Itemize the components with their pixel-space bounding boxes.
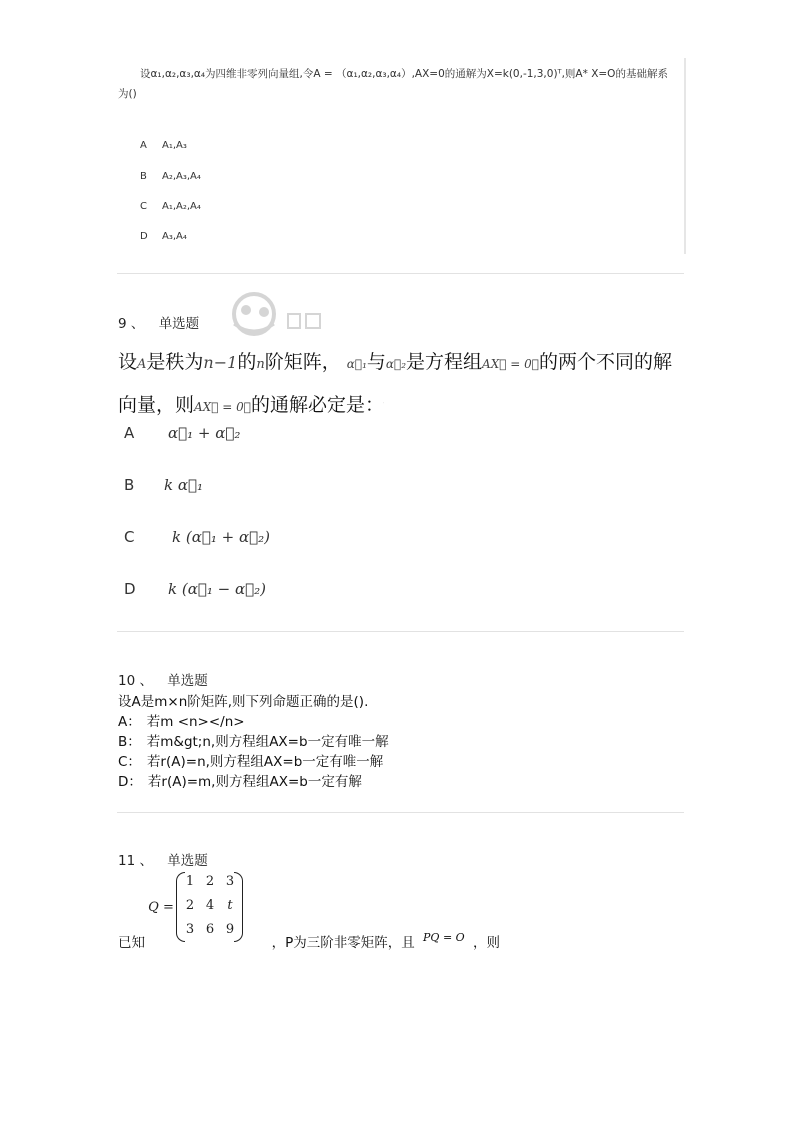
option-label: B： [118, 734, 141, 750]
option-label: C [124, 528, 135, 546]
option-text: 若m <n></n> [146, 714, 245, 730]
option-text: A₃,A₄ [162, 231, 187, 242]
option-label: C： [118, 754, 141, 770]
option-text: k (α⃗₁ + α⃗₂) [172, 528, 270, 546]
q10-option-a[interactable] [118, 712, 678, 732]
matrix-name: Q = [148, 900, 174, 915]
question-11-stem [118, 933, 500, 954]
math-expr: n−1 [203, 353, 238, 372]
option-label: D： [118, 774, 142, 790]
question-10-header [118, 669, 208, 689]
math-var: A [137, 357, 147, 372]
matrix-cell: 1 [185, 874, 195, 889]
stem-text: ，P为三阶非零矩阵，且 [271, 935, 415, 951]
matrix-cell: t [227, 898, 233, 913]
stem-text: 的 [237, 351, 257, 373]
question-number: 10 、 [118, 673, 153, 689]
q9-option-d[interactable] [124, 580, 344, 606]
question-11-header [118, 849, 208, 869]
option-label: D [140, 231, 148, 242]
question-9-stem [118, 342, 678, 427]
q8-option-d[interactable] [140, 231, 340, 245]
q10-option-d[interactable] [118, 772, 678, 792]
question-10-stem: 设A是m×n阶矩阵,则下列命题正确的是(). [118, 694, 369, 710]
option-label: D [124, 580, 136, 598]
stem-text: 的通解必定是： [250, 394, 384, 416]
option-text: k α⃗₁ [164, 476, 204, 494]
q9-option-c[interactable] [124, 528, 344, 554]
question-number: 9 、 [118, 316, 145, 332]
stem-text: 阶矩阵， [264, 351, 341, 373]
stem-text: ，则 [472, 935, 500, 951]
option-text: A₂,A₃,A₄ [162, 171, 201, 182]
q8-option-b[interactable] [140, 171, 340, 185]
question-9-header [118, 312, 199, 332]
q10-option-b[interactable] [118, 732, 678, 752]
matrix-cell: 3 [185, 922, 195, 937]
divider [117, 631, 684, 632]
vector-alpha2: α⃗₂ [385, 357, 407, 371]
option-text: A₁,A₃ [162, 140, 187, 151]
q9-option-b[interactable] [124, 476, 324, 502]
matrix-q [146, 872, 246, 942]
stem-text: 设 [118, 351, 138, 373]
question-number: 11 、 [118, 853, 153, 869]
q9-option-a[interactable] [124, 424, 324, 450]
stem-text: 的两个不同的解向量，则 [118, 351, 672, 416]
option-text: 若r(A)=m,则方程组AX=b一定有解 [147, 774, 362, 790]
matrix-cell: 9 [225, 922, 235, 937]
stem-text: 是方程组 [406, 351, 483, 373]
question-type: 单选题 [167, 853, 208, 869]
option-label: A： [118, 714, 141, 730]
matrix-cell: 2 [205, 874, 215, 889]
divider [117, 273, 684, 274]
matrix-cell: 2 [185, 898, 195, 913]
option-label: B [124, 476, 135, 494]
math-equation: AX⃗ = 0⃗ [194, 400, 251, 414]
option-text: k (α⃗₁ − α⃗₂) [168, 580, 266, 598]
math-equation: AX⃗ = 0⃗ [482, 357, 539, 371]
q8-option-a[interactable] [140, 140, 340, 154]
option-text: 若m&gt;n,则方程组AX=b一定有唯一解 [146, 734, 389, 750]
stem-text: 与 [366, 351, 386, 373]
question-8-stem: 设α₁,α₂,α₃,α₄为四维非零列向量组,令A = （α₁,α₂,α₃,α₄）,AX=0的通解为X=k(0,-1,3,0)ᵀ,则A* X=O的基础解系为() [118, 68, 668, 100]
option-label: C [140, 201, 147, 212]
question-type: 单选题 [167, 673, 208, 689]
matrix-cell: 3 [225, 874, 235, 889]
q10-option-c[interactable] [118, 752, 678, 772]
option-label: A [124, 424, 135, 442]
stem-text: 是秩为 [146, 351, 204, 373]
math-var: n [256, 357, 265, 372]
option-label: B [140, 171, 147, 182]
option-text: A₁,A₂,A₄ [162, 201, 201, 212]
vector-alpha1: α⃗₁ [346, 357, 367, 371]
q8-option-c[interactable] [140, 201, 340, 215]
matrix-cell: 6 [205, 922, 215, 937]
option-text: α⃗₁ + α⃗₂ [168, 424, 241, 442]
option-label: A [140, 140, 147, 151]
stem-text: 已知 [118, 935, 145, 951]
option-text: 若r(A)=n,则方程组AX=b一定有唯一解 [146, 754, 384, 770]
divider [117, 812, 684, 813]
math-equation: PQ = O [423, 931, 465, 944]
question-type: 单选题 [158, 316, 200, 332]
matrix-cell: 4 [205, 898, 215, 913]
